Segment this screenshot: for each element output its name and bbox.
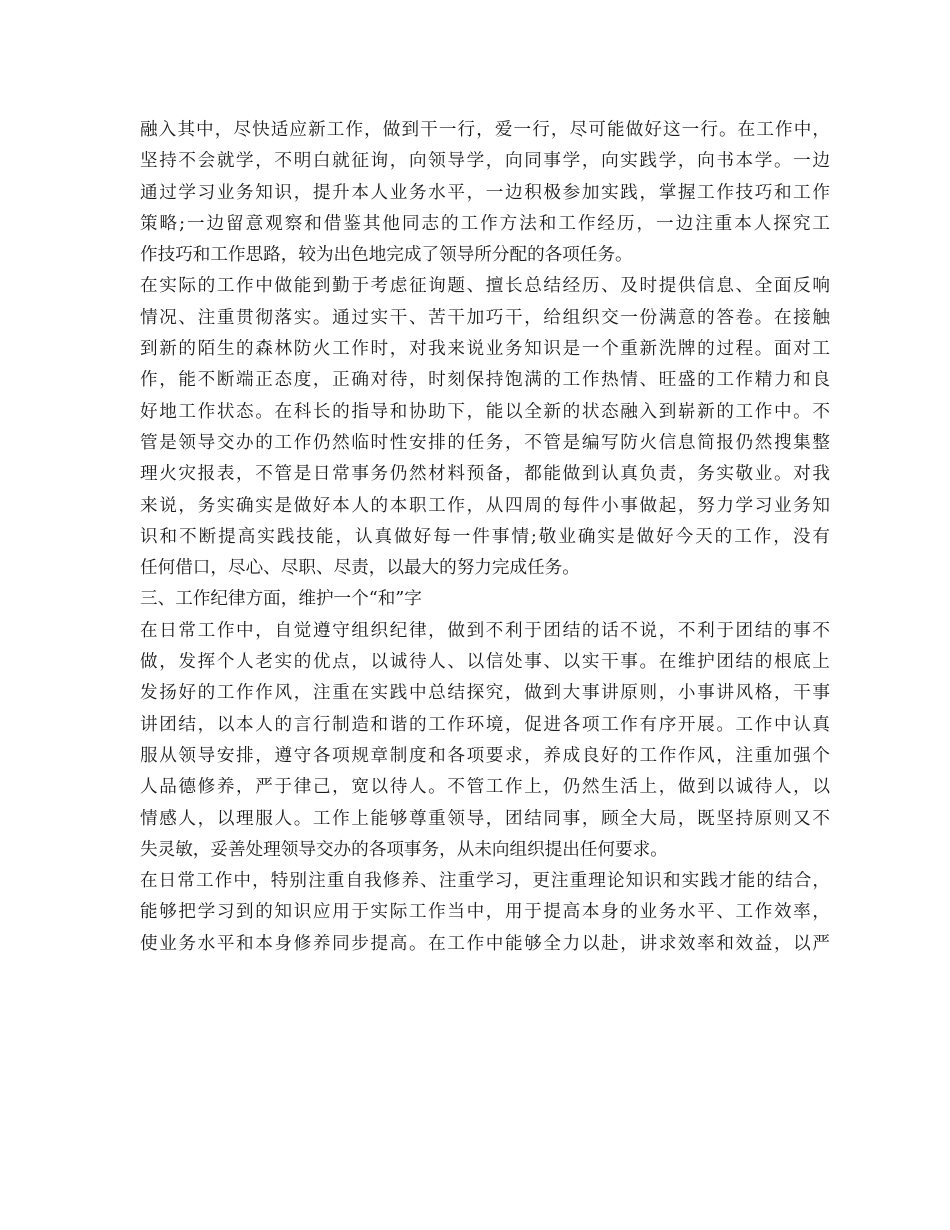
text-line: 作，能不断端正态度，正确对待，时刻保持饱满的工作热情、旺盛的工作精力和良: [140, 370, 830, 391]
paragraph: [140, 115, 830, 271]
text-line: 识和不断提高实践技能，认真做好每一件事情;敬业确实是做好今天的工作，没有: [140, 526, 830, 547]
text-line: 来说，务实确实是做好本人的本职工作，从四周的每件小事做起，努力学习业务知: [140, 495, 830, 516]
text-line: 发扬好的工作作风，注重在实践中总结探究，做到大事讲原则，小事讲风格，干事: [140, 683, 830, 704]
text-line: 情感人，以理服人。工作上能够尊重领导，团结同事，顾全大局，既坚持原则又不: [140, 808, 830, 829]
text-line: 情况、注重贯彻落实。通过实干、苦干加巧干，给组织交一份满意的答卷。在接触: [140, 307, 830, 328]
text-line: 在日常工作中，自觉遵守组织纪律，做到不利于团结的话不说，不利于团结的事不: [140, 620, 830, 641]
section-heading: [140, 584, 830, 615]
text-line: 策略;一边留意观察和借鉴其他同志的工作方法和工作经历，一边注重本人探究工: [140, 213, 830, 234]
text-line: 使业务水平和本身修养同步提高。在工作中能够全力以赴，讲求效率和效益，以严: [140, 933, 830, 954]
text-line: 任何借口，尽心、尽职、尽责，以最大的努力完成任务。: [140, 558, 580, 579]
paragraph: [140, 866, 830, 960]
text-line: 服从领导安排，遵守各项规章制度和各项要求，养成良好的工作作风，注重加强个: [140, 745, 830, 766]
paragraph: [140, 616, 830, 866]
text-line: 失灵敏，妥善处理领导交办的各项事务，从未向组织提出任何要求。: [140, 839, 668, 860]
paragraph: [140, 271, 830, 584]
text-line: 在日常工作中，特别注重自我修养、注重学习，更注重理论知识和实践才能的结合，: [140, 871, 830, 892]
text-line: 在实际的工作中做能到勤于考虑征询题、擅长总结经历、及时提供信息、全面反响: [140, 276, 830, 297]
text-line: 管是领导交办的工作仍然临时性安排的任务，不管是编写防火信息简报仍然搜集整: [140, 432, 830, 453]
text-line: 通过学习业务知识，提升本人业务水平，一边积极参加实践，掌握工作技巧和工作: [140, 182, 830, 203]
text-line: 作技巧和工作思路，较为出色地完成了领导所分配的各项任务。: [140, 245, 633, 266]
text-line: 讲团结，以本人的言行制造和谐的工作环境，促进各项工作有序开展。工作中认真: [140, 714, 830, 735]
text-line: 坚持不会就学，不明白就征询，向领导学，向同事学，向实践学，向书本学。一边: [140, 151, 830, 172]
text-line: 理火灾报表，不管是日常事务仍然材料预备，都能做到认真负责，务实敬业。对我: [140, 464, 830, 485]
text-line: 人品德修养，严于律己，宽以待人。不管工作上，仍然生活上，做到以诚待人，以: [140, 777, 830, 798]
text-line: 到新的陌生的森林防火工作时，对我来说业务知识是一个重新洗牌的过程。面对工: [140, 339, 830, 360]
text-line: 三、工作纪律方面，维护一个“和”字: [140, 589, 422, 610]
text-line: 能够把学习到的知识应用于实际工作当中，用于提高本身的业务水平、工作效率，: [140, 902, 830, 923]
text-line: 好地工作状态。在科长的指导和协助下，能以全新的状态融入到崭新的工作中。不: [140, 401, 830, 422]
text-line: 融入其中，尽快适应新工作，做到干一行，爱一行，尽可能做好这一行。在工作中，: [140, 120, 830, 140]
text-line: 做，发挥个人老实的优点，以诚待人、以信处事、以实干事。在维护团结的根底上: [140, 652, 830, 673]
document-body: [140, 115, 830, 960]
